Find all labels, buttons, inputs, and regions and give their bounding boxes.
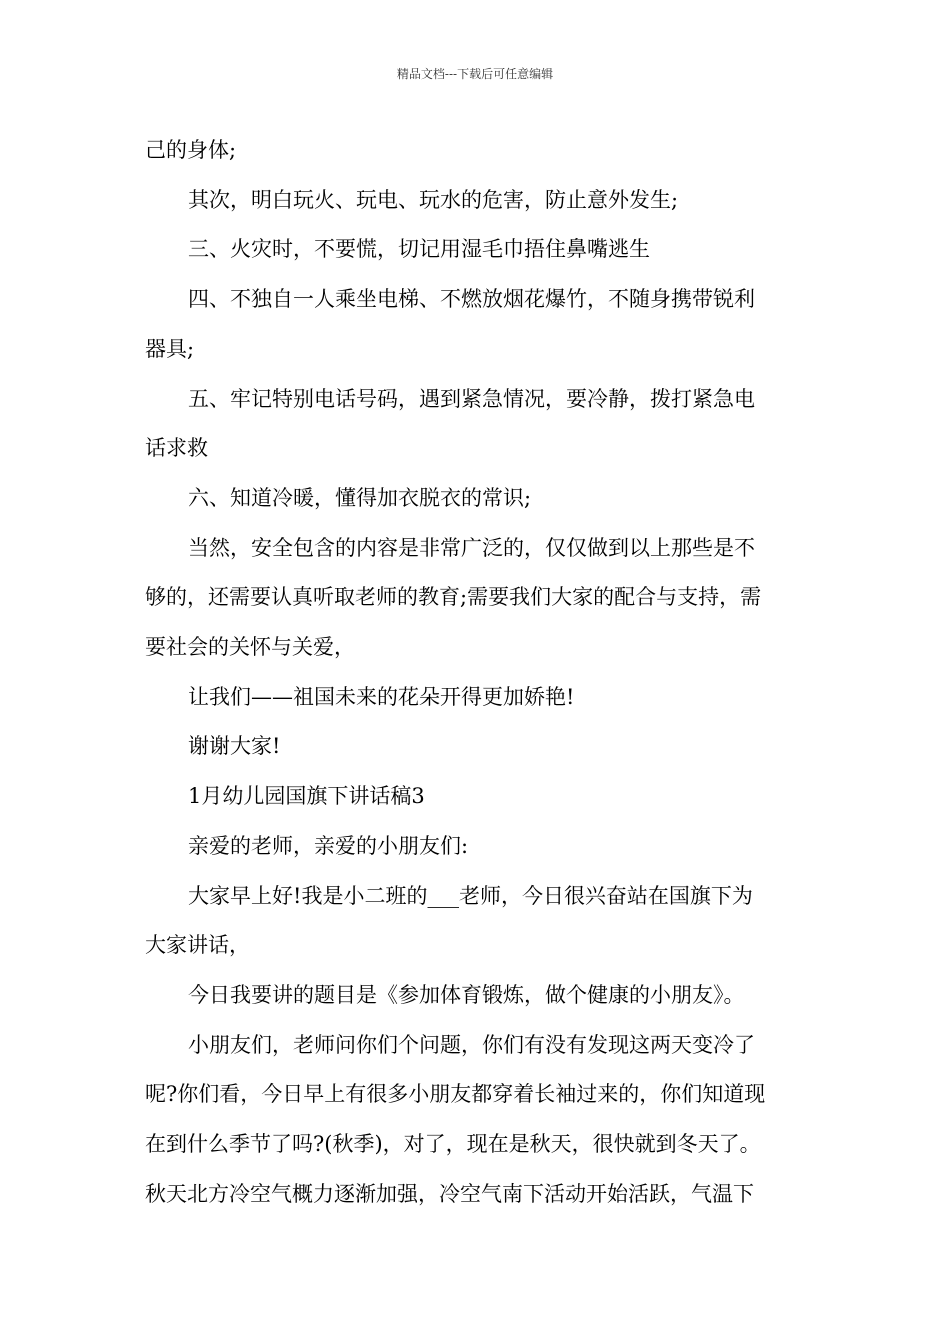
text-line: 呢?你们看，今日早上有很多小朋友都穿着长袖过来的，你们知道现 [145, 1082, 766, 1107]
text-line: 三、火灾时，不要慌，切记用湿毛巾捂住鼻嘴逃生 [188, 237, 650, 262]
page-header: 精品文档---下载后可任意编辑 [396, 67, 554, 81]
text-line: 要社会的关怀与关爱， [145, 635, 355, 660]
text-line: 其次，明白玩火、玩电、玩水的危害，防止意外发生; [188, 187, 679, 212]
text-line: 亲爱的老师，亲爱的小朋友们: [188, 833, 469, 858]
text-line: 己的身体; [145, 138, 237, 162]
text-line: 器具; [145, 336, 195, 361]
text-line: 大家早上好!我是小二班的___老师，今日很兴奋站在国旗下为 [188, 883, 753, 908]
document-body [145, 126, 810, 1219]
text-line: 够的，还需要认真听取老师的教育;需要我们大家的配合与支持，需 [145, 585, 762, 610]
text-line: 四、不独自一人乘坐电梯、不燃放烟花爆竹，不随身携带锐利 [188, 287, 755, 312]
text-line: 话求救 [145, 436, 208, 461]
text-line: 当然，安全包含的内容是非常广泛的，仅仅做到以上那些是不 [188, 535, 755, 560]
text-line: 秋天北方冷空气概力逐渐加强，冷空气南下活动开始活跃，气温下 [145, 1181, 754, 1206]
section-title: 1月幼儿园国旗下讲话稿3 [188, 784, 425, 809]
text-line: 小朋友们，老师问你们个问题，你们有没有发现这两天变冷了 [188, 1032, 755, 1057]
text-line: 谢谢大家! [188, 734, 281, 759]
text-line: 六、知道冷暖，懂得加衣脱衣的常识; [188, 485, 532, 510]
text-line: 大家讲话， [145, 933, 250, 958]
text-line: 在到什么季节了吗?(秋季)，对了，现在是秋天，很快就到冬天了。 [145, 1132, 761, 1157]
text-line: 五、牢记特别电话号码，遇到紧急情况，要冷静，拨打紧急电 [188, 386, 755, 411]
text-line: 今日我要讲的题目是《参加体育锻炼，做个健康的小朋友》。 [188, 982, 745, 1007]
text-line: 让我们——祖国未来的花朵开得更加娇艳! [188, 684, 575, 709]
